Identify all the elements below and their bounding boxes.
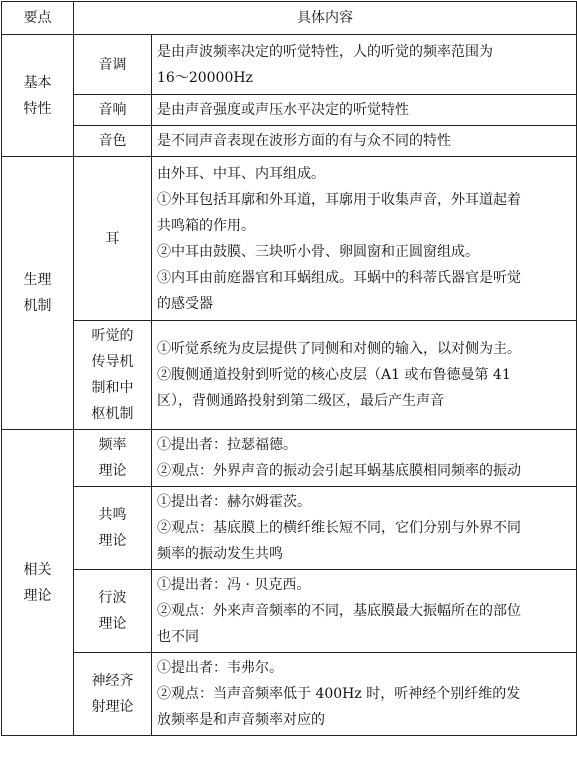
content-cell bbox=[152, 430, 577, 487]
content-line: 的感受器 bbox=[157, 295, 213, 312]
content-line: ①提出者：赫尔姆霍茨。 bbox=[157, 494, 311, 510]
content-cell bbox=[152, 487, 577, 570]
point-cell bbox=[2, 430, 74, 736]
term-cell bbox=[74, 570, 152, 653]
point-label: 基本 bbox=[23, 74, 52, 91]
table-row bbox=[2, 95, 577, 126]
content-line: ②观点：基底膜上的横纤维长短不同，它们分别与外界不同 bbox=[157, 520, 521, 536]
term-cell bbox=[74, 653, 152, 736]
table-row bbox=[2, 321, 577, 430]
header-content: 具体内容 bbox=[74, 2, 577, 35]
table-row bbox=[2, 570, 577, 653]
content-line: ②中耳由鼓膜、三块听小骨、卵圆窗和正圆窗组成。 bbox=[157, 243, 479, 260]
content-cell bbox=[152, 126, 577, 157]
point-label: 相关 bbox=[23, 561, 52, 578]
content-line: 频率的振动发生共鸣 bbox=[157, 546, 283, 562]
table-row bbox=[2, 35, 577, 95]
term-cell bbox=[74, 430, 152, 487]
term-label: 射理论 bbox=[91, 699, 134, 715]
term-label: 传导机 bbox=[91, 354, 134, 370]
term-label: 枢机制 bbox=[91, 406, 134, 422]
content-line: ①提出者：韦弗尔。 bbox=[157, 660, 283, 676]
term-cell bbox=[74, 157, 152, 321]
term-label: 理论 bbox=[98, 533, 127, 549]
table-body bbox=[2, 2, 577, 736]
content-line: 是由声音强度或声压水平决定的听觉特性 bbox=[157, 102, 409, 118]
content-line: ①听觉系统为皮层提供了同侧和对侧的输入，以对侧为主。 bbox=[157, 341, 521, 357]
content-line: 由外耳、中耳、内耳组成。 bbox=[157, 165, 325, 182]
term-label: 理论 bbox=[98, 616, 127, 632]
point-label: 理论 bbox=[23, 587, 52, 604]
content-cell bbox=[152, 95, 577, 126]
point-cell bbox=[2, 157, 74, 430]
content-line: ①提出者：冯 · 贝克西。 bbox=[157, 577, 311, 593]
content-line: ①外耳包括耳廓和外耳道，耳廓用于收集声音，外耳道起着 bbox=[157, 191, 521, 208]
term-label: 耳 bbox=[105, 230, 120, 247]
table-row bbox=[2, 487, 577, 570]
term-label: 听觉的 bbox=[91, 328, 134, 344]
header-point: 要点 bbox=[2, 2, 74, 35]
content-line: ②腹侧通道投射到听觉的核心皮层（A1 或布鲁德曼第 41 bbox=[157, 367, 511, 383]
point-label: 机制 bbox=[23, 298, 52, 314]
content-cell bbox=[152, 321, 577, 430]
term-label: 音响 bbox=[98, 102, 127, 118]
content-cell bbox=[152, 653, 577, 736]
content-cell bbox=[152, 157, 577, 321]
content-line: ②观点：外界声音的振动会引起耳蜗基底膜相同频率的振动 bbox=[157, 463, 521, 479]
table-row bbox=[2, 653, 577, 736]
content-cell bbox=[152, 35, 577, 95]
content-line: 放频率是和声音频率对应的 bbox=[157, 712, 325, 728]
content-cell bbox=[152, 570, 577, 653]
term-label: 神经齐 bbox=[91, 673, 134, 689]
content-line: 16～20000Hz bbox=[157, 69, 253, 86]
content-line: ②观点：当声音频率低于 400Hz 时，听神经个别纤维的发 bbox=[157, 686, 521, 702]
knowledge-table bbox=[1, 1, 577, 736]
term-cell bbox=[74, 95, 152, 126]
term-label: 共鸣 bbox=[98, 507, 127, 523]
header-row bbox=[2, 2, 577, 35]
point-label: 生理 bbox=[23, 272, 52, 288]
content-line: 区），背侧通路投射到第二级区，最后产生声音 bbox=[157, 393, 444, 409]
table-row bbox=[2, 157, 577, 321]
term-label: 频率 bbox=[98, 437, 127, 453]
term-label: 制和中 bbox=[91, 380, 134, 396]
content-line: 是不同声音表现在波形方面的有与众不同的特性 bbox=[157, 133, 451, 149]
term-cell bbox=[74, 35, 152, 95]
term-label: 理论 bbox=[98, 463, 127, 479]
content-line: 共鸣箱的作用。 bbox=[157, 217, 255, 234]
table-row bbox=[2, 430, 577, 487]
term-cell bbox=[74, 126, 152, 157]
term-label: 音调 bbox=[98, 56, 127, 73]
point-label: 特性 bbox=[23, 100, 52, 117]
term-cell bbox=[74, 487, 152, 570]
content-line: ③内耳由前庭器官和耳蜗组成。耳蜗中的科蒂氏器官是听觉 bbox=[157, 269, 521, 286]
term-cell bbox=[74, 321, 152, 430]
term-label: 行波 bbox=[98, 590, 127, 606]
table-row bbox=[2, 126, 577, 157]
term-label: 音色 bbox=[98, 133, 127, 149]
content-line: 是由声波频率决定的听觉特性，人的听觉的频率范围为 bbox=[157, 43, 493, 60]
content-line: ②观点：外来声音频率的不同，基底膜最大振幅所在的部位 bbox=[157, 603, 521, 619]
point-cell bbox=[2, 35, 74, 157]
content-line: ①提出者：拉瑟福德。 bbox=[157, 437, 297, 453]
content-line: 也不同 bbox=[157, 629, 199, 645]
